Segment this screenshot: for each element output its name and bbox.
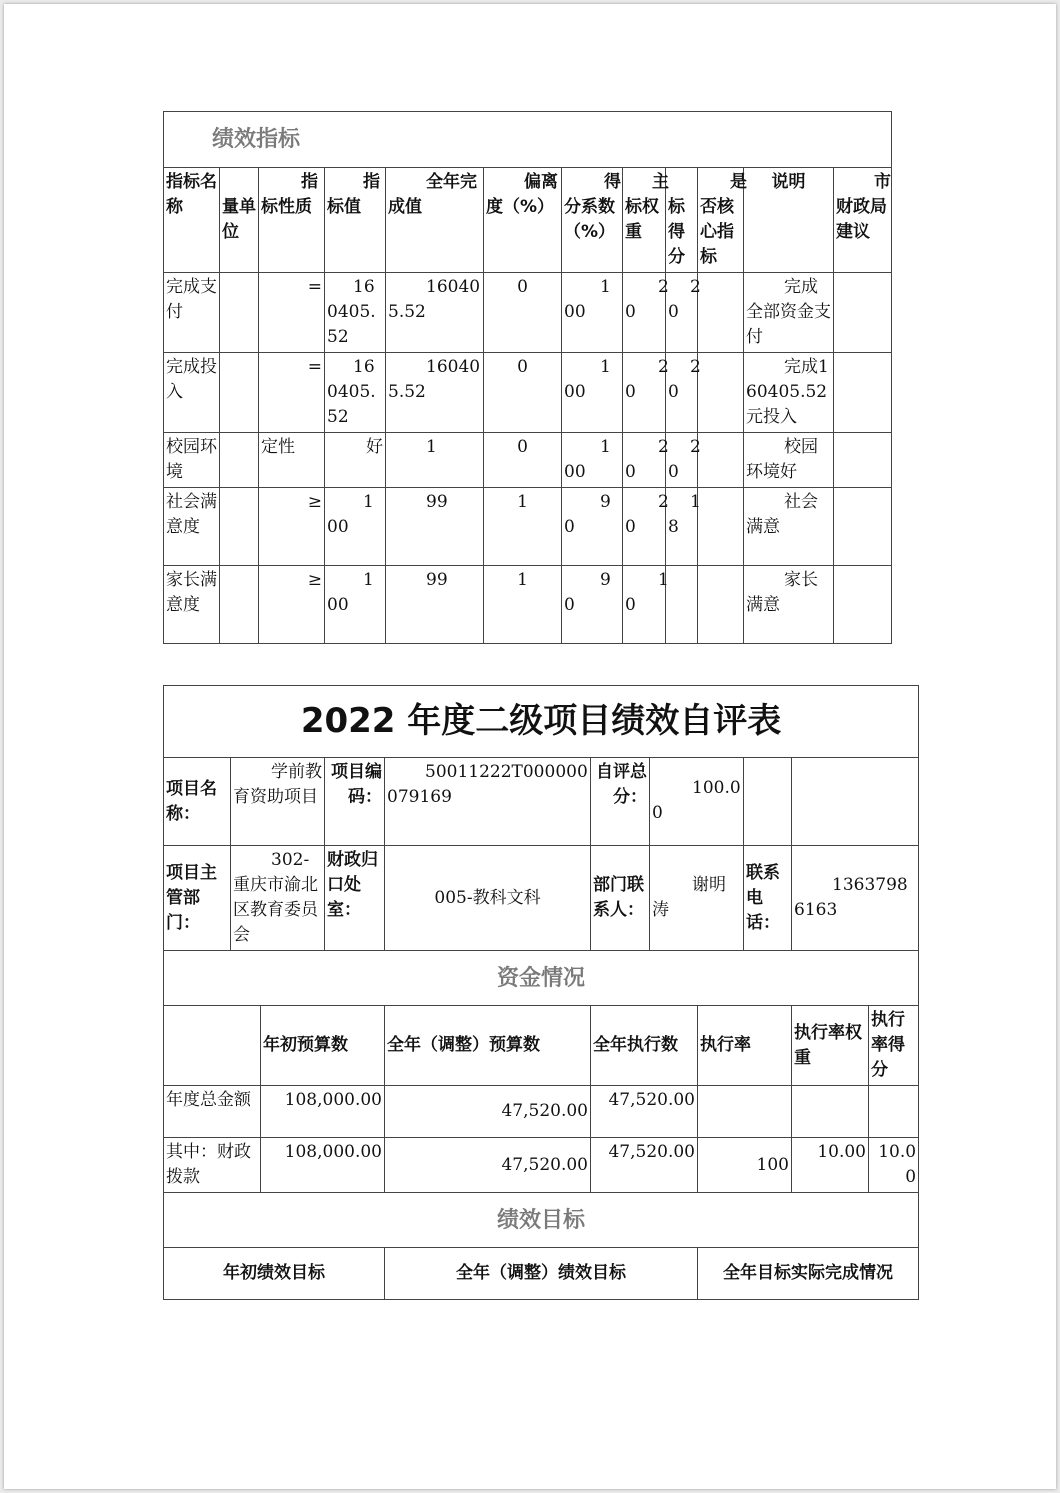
cell-core (698, 353, 744, 433)
cell-score (666, 566, 698, 644)
section-title-goals: 绩效目标 (164, 1193, 919, 1248)
cell-advice (834, 353, 892, 433)
header-core-label: 否核心指标 (700, 197, 734, 267)
goals-header-row (164, 1248, 919, 1300)
cell-initial-budget: 108,000.00 (261, 1138, 385, 1193)
cell-description: 社会满意 (744, 488, 834, 566)
cell-coefficient: 90 (562, 566, 623, 644)
cell-core (698, 273, 744, 353)
header-actual: 全年完成值 (386, 168, 484, 273)
cell-description: 家长满意 (744, 566, 834, 644)
cell-actual: 160405.52 (386, 273, 484, 353)
contact-value: 谢明涛 (650, 846, 744, 951)
cell-rate-weight: 10.00 (792, 1138, 869, 1193)
cell-weight: 20 (623, 433, 666, 488)
cell-unit (220, 353, 259, 433)
finance-office-label: 财政归口处室： (325, 846, 385, 951)
cell-target: 100 (325, 566, 386, 644)
cell-coefficient: 100 (562, 353, 623, 433)
empty-cell (792, 758, 919, 846)
header-executed: 全年执行数 (591, 1006, 698, 1086)
header-adjusted-goal: 全年（调整）绩效目标 (385, 1248, 698, 1300)
header-weight (623, 168, 669, 273)
total-score-value: 100.00 (650, 758, 744, 846)
header-indicator-name: 指标名称 (164, 168, 220, 273)
cell-rate-weight (792, 1086, 869, 1138)
cell-coefficient: 100 (562, 273, 623, 353)
cell-core (698, 488, 744, 566)
cell-weight: 20 (623, 488, 666, 566)
cell-weight: 10 (623, 566, 666, 644)
finance-office-value: 005-教科文科 (385, 846, 591, 951)
cell-score: 20 (666, 353, 698, 433)
header-rate-weight: 执行率权重 (792, 1006, 869, 1086)
header-unit: 量单位 (220, 168, 259, 273)
cell-nature: 定性 (259, 433, 325, 488)
section-title-funds: 资金情况 (164, 951, 919, 1006)
phone-value: 13637986163 (792, 846, 919, 951)
header-description: 说明 (744, 168, 834, 273)
cell-score: 20 (666, 273, 698, 353)
header-rate-score: 执行率得分 (869, 1006, 919, 1086)
cell-nature: = (259, 353, 325, 433)
table-row (164, 273, 892, 353)
cell-target: 好 (325, 433, 386, 488)
cell-executed: 47,520.00 (591, 1138, 698, 1193)
project-code-value: 50011222T000000079169 (385, 758, 591, 846)
cell-deviation: 0 (484, 433, 562, 488)
cell-unit (220, 488, 259, 566)
cell-actual: 1 (386, 433, 484, 488)
cell-target: 160405.52 (325, 273, 386, 353)
header-weight-label: 标权重 (625, 197, 659, 242)
section-title-indicators: 绩效指标 (164, 112, 892, 168)
header-score: 标得分 (666, 168, 698, 273)
table-row (164, 1086, 919, 1138)
cell-weight: 20 (623, 353, 666, 433)
self-evaluation-table (163, 685, 919, 1300)
document-title: 2022 年度二级项目绩效自评表 (164, 686, 919, 758)
cell-score: 20 (666, 433, 698, 488)
department-label: 项目主管部门： (164, 846, 231, 951)
cell-indicator-name: 家长满意度 (164, 566, 220, 644)
header-target: 指标值 (325, 168, 386, 273)
cell-execution-rate (698, 1086, 792, 1138)
cell-rate-score (869, 1086, 919, 1138)
project-info-row (164, 758, 919, 846)
funds-header-row (164, 1006, 919, 1086)
header-advice: 市财政局建议 (834, 168, 892, 273)
cell-indicator-name: 完成投入 (164, 353, 220, 433)
contact-label: 部门联系人： (591, 846, 650, 951)
cell-advice (834, 488, 892, 566)
table-row (164, 1138, 919, 1193)
project-name-value: 学前教育资助项目 (231, 758, 325, 846)
department-info-row (164, 846, 919, 951)
performance-indicator-table (163, 111, 892, 644)
table-row (164, 433, 892, 488)
department-value: 302-重庆市渝北区教育委员会 (231, 846, 325, 951)
cell-actual: 160405.52 (386, 353, 484, 433)
cell-unit (220, 433, 259, 488)
cell-description: 完成160405.52元投入 (744, 353, 834, 433)
header-goal-completion: 全年目标实际完成情况 (698, 1248, 919, 1300)
cell-target: 100 (325, 488, 386, 566)
cell-adjusted-budget: 47,520.00 (385, 1086, 591, 1138)
cell-unit (220, 273, 259, 353)
header-initial-budget: 年初预算数 (261, 1006, 385, 1086)
cell-weight: 20 (623, 273, 666, 353)
phone-label: 联系电话： (744, 846, 792, 951)
header-deviation: 偏离度（%） (484, 168, 562, 273)
cell-execution-rate: 100 (698, 1138, 792, 1193)
cell-adjusted-budget: 47,520.00 (385, 1138, 591, 1193)
header-adjusted-budget: 全年（调整）预算数 (385, 1006, 591, 1086)
project-code-label: 项目编码： (325, 758, 385, 846)
cell-advice (834, 566, 892, 644)
cell-score: 18 (666, 488, 698, 566)
cell-unit (220, 566, 259, 644)
cell-indicator-name: 社会满意度 (164, 488, 220, 566)
cell-nature: ≥ (259, 488, 325, 566)
funds-row-label: 其中：财政拨款 (164, 1138, 261, 1193)
cell-indicator-name: 完成支付 (164, 273, 220, 353)
table-row (164, 488, 892, 566)
cell-description: 完成全部资金支付 (744, 273, 834, 353)
cell-advice (834, 433, 892, 488)
project-name-label: 项目名称： (164, 758, 231, 846)
cell-core (698, 433, 744, 488)
cell-deviation: 1 (484, 488, 562, 566)
header-core (698, 168, 747, 273)
empty-cell (744, 758, 792, 846)
cell-core (698, 566, 744, 644)
table-row (164, 566, 892, 644)
cell-deviation: 0 (484, 353, 562, 433)
empty-cell (164, 1006, 261, 1086)
header-weight-tail: 主 (652, 172, 669, 192)
cell-target: 160405.52 (325, 353, 386, 433)
header-core-tail: 是 (730, 172, 747, 192)
cell-coefficient: 100 (562, 433, 623, 488)
cell-description: 校园环境好 (744, 433, 834, 488)
cell-initial-budget: 108,000.00 (261, 1086, 385, 1138)
total-score-label: 自评总分： (591, 758, 650, 846)
cell-deviation: 0 (484, 273, 562, 353)
document-page (4, 4, 1056, 1489)
cell-coefficient: 90 (562, 488, 623, 566)
header-nature: 指标性质 (259, 168, 325, 273)
cell-indicator-name: 校园环境 (164, 433, 220, 488)
cell-advice (834, 273, 892, 353)
header-initial-goal: 年初绩效目标 (164, 1248, 385, 1300)
header-coefficient: 得分系数（%） (562, 168, 623, 273)
cell-actual: 99 (386, 488, 484, 566)
funds-row-label: 年度总金额 (164, 1086, 261, 1138)
cell-executed: 47,520.00 (591, 1086, 698, 1138)
table-row (164, 353, 892, 433)
cell-nature: ≥ (259, 566, 325, 644)
cell-rate-score: 10.00 (869, 1138, 919, 1193)
cell-actual: 99 (386, 566, 484, 644)
header-execution-rate: 执行率 (698, 1006, 792, 1086)
cell-deviation: 1 (484, 566, 562, 644)
cell-nature: = (259, 273, 325, 353)
